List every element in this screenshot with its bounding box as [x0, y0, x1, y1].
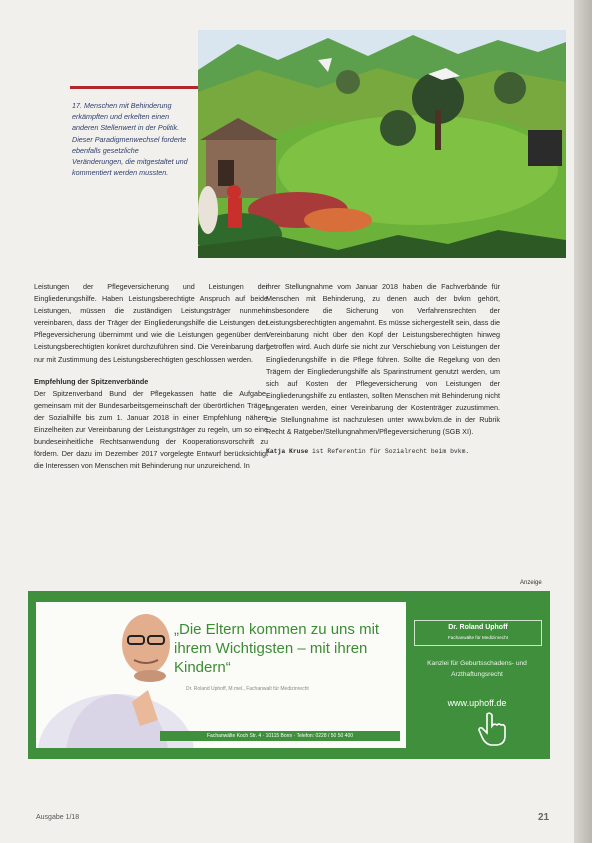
ad-quote: „Die Eltern kommen zu uns mit ihrem Wichtigsten – mit ihren Kindern“ [174, 621, 380, 676]
page-edge-shadow [574, 0, 592, 843]
ad-url-link[interactable]: www.uphoff.de [447, 698, 507, 708]
page-number: 21 [538, 812, 550, 823]
ad-address: Fachanwälte Koch Str. 4 · 10115 Bonn · Telefon: 0228 / 50 50 400 [160, 731, 400, 741]
ad-brand-logo [414, 620, 542, 646]
left-paragraph-1: Leistungen der Pflegeversicherung und Leistungen der Eingliederungshilfe. Haben Leistungsberechtigte Anspruch auf beide Leistungen, müssen die zuständigen Leistungsträger nunmehr vereinbaren, dass der Träger der Eingliederungshilfe die Leistungen der Pflegeversicherung übernimmt und wie die Leistungen gegenüber dem Leistungsberechtigten konkret durchzuführen sind. Die Vereinbarung darf nur mit Zustimmung des Leistungsberechtigten geschlossen werden. [34, 282, 268, 364]
brand-name: Dr. Roland Uphoff [448, 624, 508, 631]
ad-label: Anzeige [520, 580, 542, 586]
author-name: Katja Kruse [266, 448, 309, 456]
author-line [266, 446, 500, 458]
ad-credit: Dr. Roland Uphoff, M.mel., Fachanwalt für Medizinrecht [186, 686, 309, 692]
brand-subtitle: Fachanwälte für Medizinrecht [447, 635, 508, 640]
image-caption: 17. Menschen mit Behinderung erkämpften und erkelten einen anderen Stellenwert in der Politik. Dieser Paradigmenwechsel forderte ebenfalls gesetzliche Veränderungen, die mitgestaltet und kommentiert werden mussten. [72, 101, 188, 178]
left-text-column [34, 281, 268, 472]
issue-number: Ausgabe 1/18 [36, 814, 80, 821]
garden-illustration [198, 30, 566, 258]
left-paragraph-2: Der Spitzenverband Bund der Pflegekassen hatte die Aufgabe, gemeinsam mit der Bundesarbeitsgemeinschaft der überörtlichen Träger der Sozialhilfe bis zum 1. Januar 2018 in einer Empfehlung nähere Einzelheiten zur Vereinbarung der Leistungsträger zu regeln, um so eine bundeseinheitliche Rechtsanwendung der Kooperationsvorschrift zu fördern. Der dazu im Dezember 2017 vorgelegte Entwurf berücksichtigt die Interessen von Menschen mit Behinderung nur unzureichend. In [34, 388, 268, 471]
hand-pointer-icon [478, 712, 506, 746]
ad-specialty: Kanzlei für Geburtsschadens- und Arzthaftungsrecht [427, 660, 527, 678]
caption-accent-bar [70, 86, 198, 89]
section-heading: Empfehlung der Spitzenverbände [34, 376, 149, 386]
right-paragraph-1: ihrer Stellungnahme vom Januar 2018 haben die Fachverbände für Menschen mit Behinderung, zu denen auch der bvkm gehört, insbesondere die Sicherung von Verfahrensrechten der Leistungsberechtigten angemahnt. Es müsse sichergestellt sein, dass die Vereinbarung nicht über den Kopf der Leistungsberechtigten hinweg getroffen wird. Auch dürfe sie nicht zur Verschiebung von Leistungen der Eingliederungshilfe in die Pflege führen. Sollte die Regelung von den Trägern der Eingliederungshilfe als Sparinstrument genutzt werden, um sich auf Kosten der Pflegeversicherung von Leistungen der Eingliederungshilfe zu entlasten, sollten Menschen mit Behinderung nicht angeraten werden, einer Vereinbarung der Kostenträger zuzustimmen. Die Stellungnahme ist nachzulesen unter www.bvkm.de in der Rubrik Recht & Ratgeber/Stellungnahmen/Pflegeversicherung (SGB XI). [266, 282, 500, 437]
right-text-column [266, 281, 500, 458]
author-role: ist Referentin für Sozialrecht beim bvkm. [312, 448, 470, 456]
